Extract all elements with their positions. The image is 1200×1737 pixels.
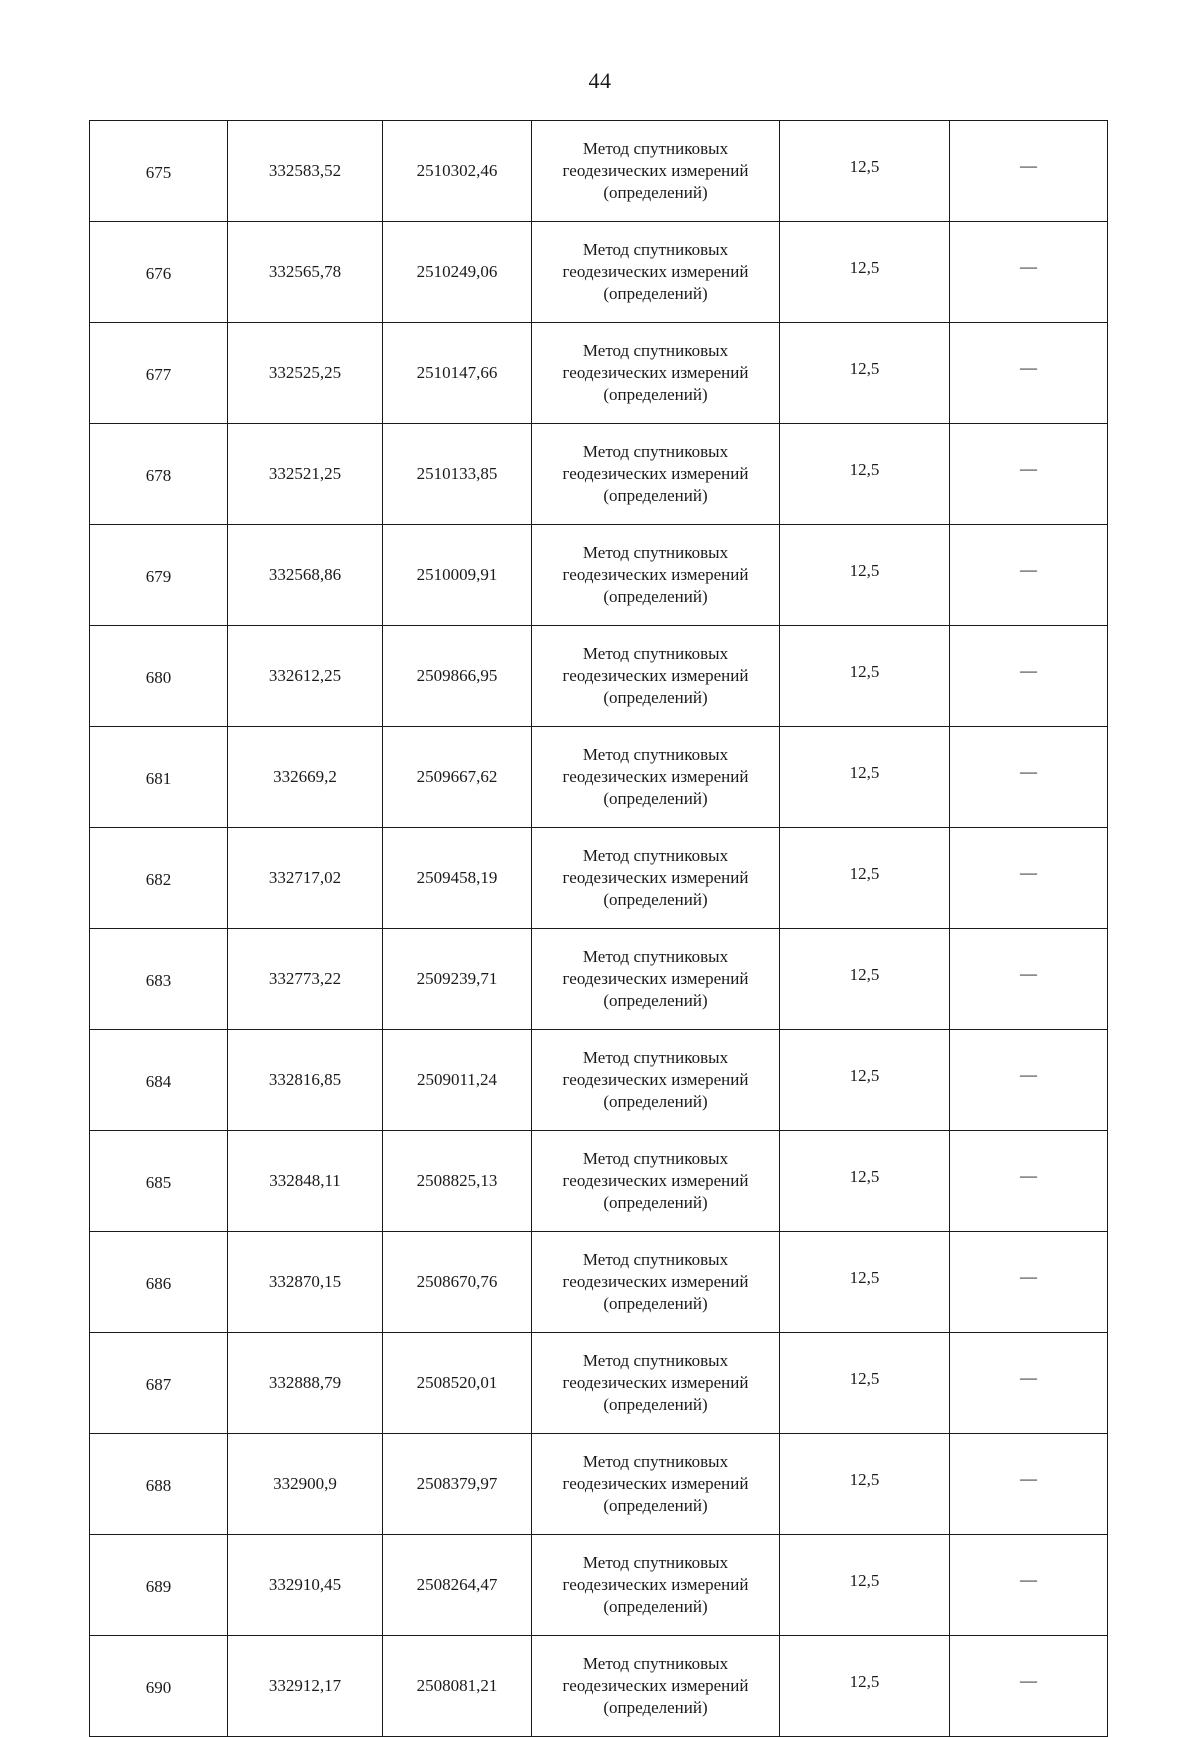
method-line: геодезических измерений (562, 1070, 749, 1089)
method-line: геодезических измерений (562, 1171, 749, 1190)
method-line: геодезических измерений (562, 464, 749, 483)
point-number-cell: 690 (90, 1636, 228, 1737)
point-number-cell: 677 (90, 323, 228, 424)
method-cell (532, 1232, 780, 1333)
method-line: геодезических измерений (562, 1373, 749, 1392)
method-line: Метод спутниковых (582, 745, 729, 764)
y-coordinate-cell: 2509239,71 (383, 929, 532, 1030)
x-coordinate-cell: 332583,52 (228, 121, 383, 222)
method-line: Метод спутниковых (582, 1452, 729, 1471)
method-line: (определений) (603, 1395, 708, 1414)
table-row (90, 1030, 1108, 1131)
point-number-cell: 680 (90, 626, 228, 727)
y-coordinate-cell: 2510147,66 (383, 323, 532, 424)
point-number-cell: 689 (90, 1535, 228, 1636)
point-number-cell: 678 (90, 424, 228, 525)
table-body (90, 121, 1108, 1737)
table-row (90, 1232, 1108, 1333)
method-line: (определений) (603, 587, 708, 606)
method-cell (532, 222, 780, 323)
method-line: Метод спутниковых (582, 947, 729, 966)
accuracy-cell: 12,5 (780, 727, 950, 828)
accuracy-cell: 12,5 (780, 1232, 950, 1333)
point-number-cell: 686 (90, 1232, 228, 1333)
description-cell: — (950, 222, 1108, 323)
table-row (90, 1434, 1108, 1535)
y-coordinate-cell: 2509011,24 (383, 1030, 532, 1131)
y-coordinate-cell: 2508379,97 (383, 1434, 532, 1535)
method-cell (532, 323, 780, 424)
method-line: Метод спутниковых (582, 644, 729, 663)
accuracy-cell: 12,5 (780, 828, 950, 929)
method-line: геодезических измерений (562, 1272, 749, 1291)
description-cell: — (950, 121, 1108, 222)
method-line: геодезических измерений (562, 565, 749, 584)
point-number-cell: 683 (90, 929, 228, 1030)
method-line: геодезических измерений (562, 1676, 749, 1695)
description-cell: — (950, 1131, 1108, 1232)
x-coordinate-cell: 332525,25 (228, 323, 383, 424)
accuracy-cell: 12,5 (780, 525, 950, 626)
description-cell: — (950, 1333, 1108, 1434)
x-coordinate-cell: 332900,9 (228, 1434, 383, 1535)
method-cell (532, 929, 780, 1030)
accuracy-cell: 12,5 (780, 929, 950, 1030)
method-line: Метод спутниковых (582, 1250, 729, 1269)
accuracy-cell: 12,5 (780, 1636, 950, 1737)
method-line: (определений) (603, 991, 708, 1010)
description-cell: — (950, 1232, 1108, 1333)
y-coordinate-cell: 2509866,95 (383, 626, 532, 727)
coordinates-table (89, 120, 1108, 1737)
table-row (90, 1131, 1108, 1232)
x-coordinate-cell: 332848,11 (228, 1131, 383, 1232)
y-coordinate-cell: 2508520,01 (383, 1333, 532, 1434)
x-coordinate-cell: 332912,17 (228, 1636, 383, 1737)
method-cell (532, 1030, 780, 1131)
y-coordinate-cell: 2510133,85 (383, 424, 532, 525)
x-coordinate-cell: 332816,85 (228, 1030, 383, 1131)
description-cell: — (950, 525, 1108, 626)
method-line: геодезических измерений (562, 1575, 749, 1594)
table-row (90, 828, 1108, 929)
method-line: Метод спутниковых (582, 846, 729, 865)
x-coordinate-cell: 332870,15 (228, 1232, 383, 1333)
method-line: (определений) (603, 890, 708, 909)
method-line: геодезических измерений (562, 161, 749, 180)
accuracy-cell: 12,5 (780, 121, 950, 222)
table-row (90, 424, 1108, 525)
method-line: (определений) (603, 688, 708, 707)
table-row (90, 323, 1108, 424)
method-cell (532, 1131, 780, 1232)
table-row (90, 121, 1108, 222)
accuracy-cell: 12,5 (780, 1434, 950, 1535)
method-line: (определений) (603, 1193, 708, 1212)
x-coordinate-cell: 332773,22 (228, 929, 383, 1030)
method-line: (определений) (603, 385, 708, 404)
table-row (90, 1333, 1108, 1434)
description-cell: — (950, 1434, 1108, 1535)
method-line: геодезических измерений (562, 767, 749, 786)
method-line: геодезических измерений (562, 666, 749, 685)
table-row (90, 1636, 1108, 1737)
point-number-cell: 684 (90, 1030, 228, 1131)
table-row (90, 222, 1108, 323)
method-line: (определений) (603, 1092, 708, 1111)
method-cell (532, 424, 780, 525)
method-cell (532, 525, 780, 626)
method-line: (определений) (603, 1294, 708, 1313)
x-coordinate-cell: 332568,86 (228, 525, 383, 626)
method-cell (532, 1333, 780, 1434)
method-line: геодезических измерений (562, 1474, 749, 1493)
accuracy-cell: 12,5 (780, 323, 950, 424)
method-line: Метод спутниковых (582, 139, 729, 158)
method-line: Метод спутниковых (582, 1048, 729, 1067)
accuracy-cell: 12,5 (780, 1333, 950, 1434)
method-cell (532, 828, 780, 929)
point-number-cell: 685 (90, 1131, 228, 1232)
description-cell: — (950, 1535, 1108, 1636)
method-line: Метод спутниковых (582, 240, 729, 259)
point-number-cell: 688 (90, 1434, 228, 1535)
y-coordinate-cell: 2510249,06 (383, 222, 532, 323)
description-cell: — (950, 828, 1108, 929)
method-line: геодезических измерений (562, 262, 749, 281)
description-cell: — (950, 424, 1108, 525)
method-line: (определений) (603, 1496, 708, 1515)
method-cell (532, 121, 780, 222)
method-cell (532, 1636, 780, 1737)
point-number-cell: 681 (90, 727, 228, 828)
method-cell (532, 727, 780, 828)
x-coordinate-cell: 332565,78 (228, 222, 383, 323)
description-cell: — (950, 1030, 1108, 1131)
method-line: Метод спутниковых (582, 442, 729, 461)
table-row (90, 1535, 1108, 1636)
x-coordinate-cell: 332669,2 (228, 727, 383, 828)
method-line: Метод спутниковых (582, 1149, 729, 1168)
method-line: (определений) (603, 486, 708, 505)
method-line: Метод спутниковых (582, 1553, 729, 1572)
accuracy-cell: 12,5 (780, 424, 950, 525)
accuracy-cell: 12,5 (780, 1131, 950, 1232)
table-row (90, 929, 1108, 1030)
method-line: (определений) (603, 284, 708, 303)
method-line: геодезических измерений (562, 868, 749, 887)
x-coordinate-cell: 332888,79 (228, 1333, 383, 1434)
y-coordinate-cell: 2510302,46 (383, 121, 532, 222)
y-coordinate-cell: 2508264,47 (383, 1535, 532, 1636)
y-coordinate-cell: 2508670,76 (383, 1232, 532, 1333)
method-line: (определений) (603, 183, 708, 202)
x-coordinate-cell: 332717,02 (228, 828, 383, 929)
point-number-cell: 679 (90, 525, 228, 626)
method-line: Метод спутниковых (582, 341, 729, 360)
y-coordinate-cell: 2508081,21 (383, 1636, 532, 1737)
description-cell: — (950, 323, 1108, 424)
table-row (90, 626, 1108, 727)
method-cell (532, 626, 780, 727)
y-coordinate-cell: 2509458,19 (383, 828, 532, 929)
accuracy-cell: 12,5 (780, 626, 950, 727)
y-coordinate-cell: 2508825,13 (383, 1131, 532, 1232)
page-number: 44 (588, 68, 612, 93)
method-cell (532, 1535, 780, 1636)
point-number-cell: 676 (90, 222, 228, 323)
method-line: Метод спутниковых (582, 1351, 729, 1370)
method-line: (определений) (603, 1597, 708, 1616)
method-line: Метод спутниковых (582, 1654, 729, 1673)
accuracy-cell: 12,5 (780, 1535, 950, 1636)
method-line: Метод спутниковых (582, 543, 729, 562)
point-number-cell: 682 (90, 828, 228, 929)
point-number-cell: 687 (90, 1333, 228, 1434)
method-cell (532, 1434, 780, 1535)
description-cell: — (950, 626, 1108, 727)
x-coordinate-cell: 332612,25 (228, 626, 383, 727)
table-row (90, 525, 1108, 626)
method-line: (определений) (603, 1698, 708, 1717)
y-coordinate-cell: 2510009,91 (383, 525, 532, 626)
point-number-cell: 675 (90, 121, 228, 222)
x-coordinate-cell: 332910,45 (228, 1535, 383, 1636)
x-coordinate-cell: 332521,25 (228, 424, 383, 525)
y-coordinate-cell: 2509667,62 (383, 727, 532, 828)
method-line: геодезических измерений (562, 969, 749, 988)
table-row (90, 727, 1108, 828)
description-cell: — (950, 929, 1108, 1030)
description-cell: — (950, 727, 1108, 828)
accuracy-cell: 12,5 (780, 222, 950, 323)
method-line: геодезических измерений (562, 363, 749, 382)
accuracy-cell: 12,5 (780, 1030, 950, 1131)
description-cell: — (950, 1636, 1108, 1737)
method-line: (определений) (603, 789, 708, 808)
